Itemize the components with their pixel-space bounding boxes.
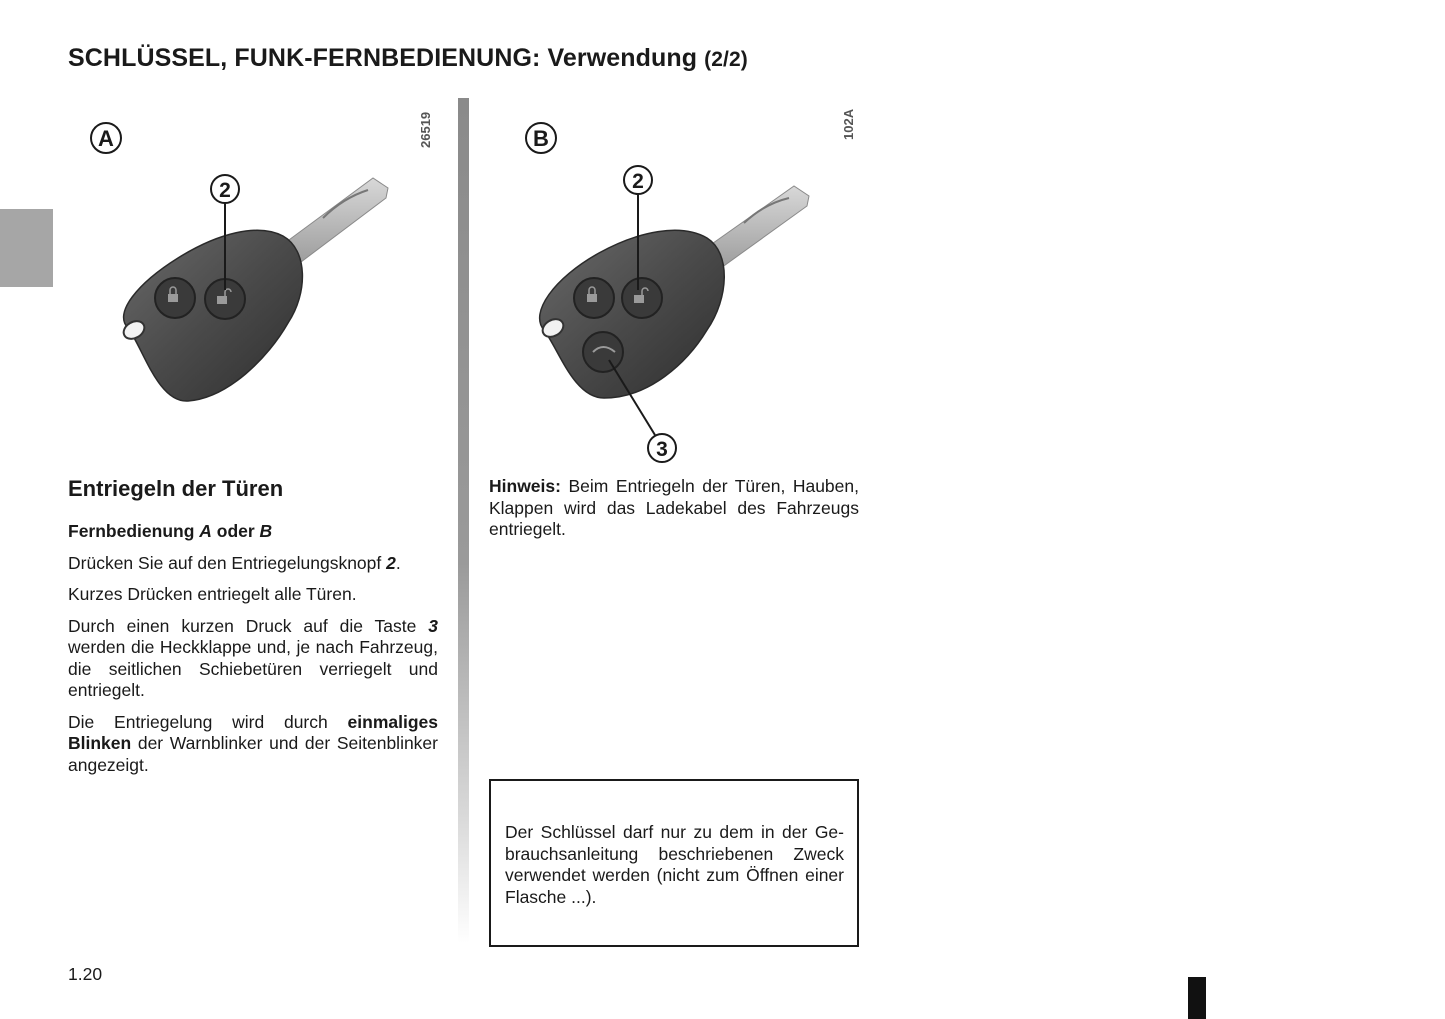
hint-label: Hinweis:	[489, 476, 561, 496]
callout-3b: 3	[656, 438, 668, 461]
thumb-index-mark	[1188, 977, 1206, 1019]
padlock-closed-icon	[587, 294, 597, 302]
page-title-main: SCHLÜSSEL, FUNK-FERNBEDIENUNG: Verwendung	[68, 44, 698, 72]
paragraph-button-3: Durch einen kurzen Druck auf die Taste 3 werden die Heckklappe und, je nach Fahrzeug, die seitlichen Schiebetüren verriegelt und entriegelt.	[68, 615, 438, 700]
padlock-open-icon	[634, 295, 644, 303]
figure-a-label: A	[98, 126, 114, 151]
paragraph-short-press: Kurzes Drücken entriegelt alle Türen.	[68, 584, 357, 604]
figure-a-code: 26519	[418, 111, 433, 148]
callout-2b: 2	[632, 170, 644, 193]
padlock-open-icon	[217, 296, 227, 304]
subheading-remote: Fernbedienung A oder B	[68, 521, 273, 541]
key-illustration-b	[489, 98, 869, 468]
figure-b-code: 102A	[841, 108, 856, 140]
figure-b	[489, 98, 869, 468]
left-column	[68, 521, 438, 786]
tailgate-button-b	[583, 332, 623, 372]
column-divider	[458, 98, 469, 943]
key-illustration-a	[68, 98, 448, 428]
paragraph-blink: Die Entriegelung wird durch einmaliges Blinken der Warnblinker und der Seitenblinker angezeigt.	[68, 711, 438, 775]
page-title	[68, 44, 748, 73]
right-column	[489, 476, 859, 551]
figure-b-label: B	[533, 126, 549, 151]
page-number: 1.20	[68, 964, 103, 984]
notice-box	[489, 779, 859, 947]
notice-text: Der Schlüssel darf nur zu dem in der Gebrauchsanleitung beschriebenen Zweck verwendet werden (nicht zum Öffnen einer Flasche ...).	[505, 822, 844, 907]
section-heading: Entriegeln der Türen	[68, 476, 284, 501]
page-title-part: (2/2)	[704, 48, 748, 71]
paragraph-press-unlock: Drücken Sie auf den Entriegelungsknopf 2.	[68, 552, 401, 573]
callout-2a: 2	[219, 179, 231, 202]
chapter-tab	[0, 209, 53, 287]
figure-a	[68, 98, 448, 428]
hint-paragraph: Hinweis: Beim Entriegeln der Türen, Hauben, Klappen wird das Ladekabel des Fahrzeugs entriegelt.	[489, 476, 859, 539]
padlock-closed-icon	[168, 294, 178, 302]
